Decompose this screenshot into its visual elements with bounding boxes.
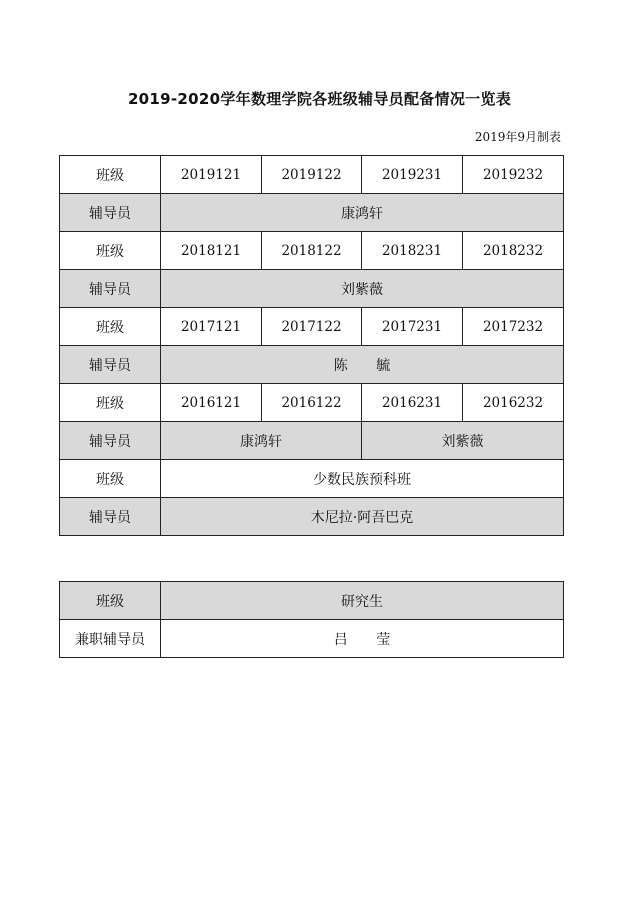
class-cell: 2019122 <box>262 156 362 194</box>
class-label: 班级 <box>60 582 161 620</box>
table-row-class-2017 <box>60 308 564 346</box>
class-cell: 2018122 <box>262 232 362 270</box>
advisor-label: 辅导员 <box>60 422 161 460</box>
class-cell: 2016232 <box>463 384 564 422</box>
table-row-class-2016 <box>60 384 564 422</box>
class-label: 班级 <box>60 460 161 498</box>
page-title: 2019-2020学年数理学院各班级辅导员配备情况一览表 <box>127 90 512 108</box>
table-row-class-2019 <box>60 156 564 194</box>
advisor-table <box>59 155 564 536</box>
class-cell: 少数民族预科班 <box>161 460 564 498</box>
table-row-advisor-2019 <box>60 194 564 232</box>
class-label: 班级 <box>60 232 161 270</box>
class-cell: 2018232 <box>463 232 564 270</box>
class-cell: 2017231 <box>362 308 463 346</box>
table-row-class-2018 <box>60 232 564 270</box>
date-note: 2019年9月制表 <box>474 130 561 144</box>
advisor-label: 辅导员 <box>60 194 161 232</box>
table-row-advisor-2017 <box>60 346 564 384</box>
graduate-advisor-table <box>59 581 564 658</box>
table-row-advisor-2018 <box>60 270 564 308</box>
advisor-cell: 康鸿轩 <box>161 194 564 232</box>
table-row-advisor-graduate <box>60 620 564 658</box>
table-row-advisor-2016 <box>60 422 564 460</box>
class-cell: 2019231 <box>362 156 463 194</box>
class-cell: 2017232 <box>463 308 564 346</box>
advisor-cell: 刘紫薇 <box>161 270 564 308</box>
class-label: 班级 <box>60 308 161 346</box>
advisor-cell: 刘紫薇 <box>362 422 564 460</box>
advisor-cell: 康鸿轩 <box>161 422 362 460</box>
class-cell: 2017121 <box>161 308 262 346</box>
advisor-label: 辅导员 <box>60 498 161 536</box>
advisor-cell: 吕 莹 <box>161 620 564 658</box>
class-cell: 2018121 <box>161 232 262 270</box>
class-cell: 2018231 <box>362 232 463 270</box>
advisor-label: 兼职辅导员 <box>60 620 161 658</box>
advisor-label: 辅导员 <box>60 346 161 384</box>
advisor-cell: 木尼拉·阿吾巴克 <box>161 498 564 536</box>
class-cell: 2017122 <box>262 308 362 346</box>
class-cell: 2016122 <box>262 384 362 422</box>
table-row-advisor-minority <box>60 498 564 536</box>
table-row-class-minority <box>60 460 564 498</box>
class-cell: 2019121 <box>161 156 262 194</box>
advisor-cell: 陈 毓 <box>161 346 564 384</box>
class-label: 班级 <box>60 384 161 422</box>
class-cell: 研究生 <box>161 582 564 620</box>
class-cell: 2019232 <box>463 156 564 194</box>
class-label: 班级 <box>60 156 161 194</box>
class-cell: 2016231 <box>362 384 463 422</box>
table-row-class-graduate <box>60 582 564 620</box>
class-cell: 2016121 <box>161 384 262 422</box>
advisor-label: 辅导员 <box>60 270 161 308</box>
